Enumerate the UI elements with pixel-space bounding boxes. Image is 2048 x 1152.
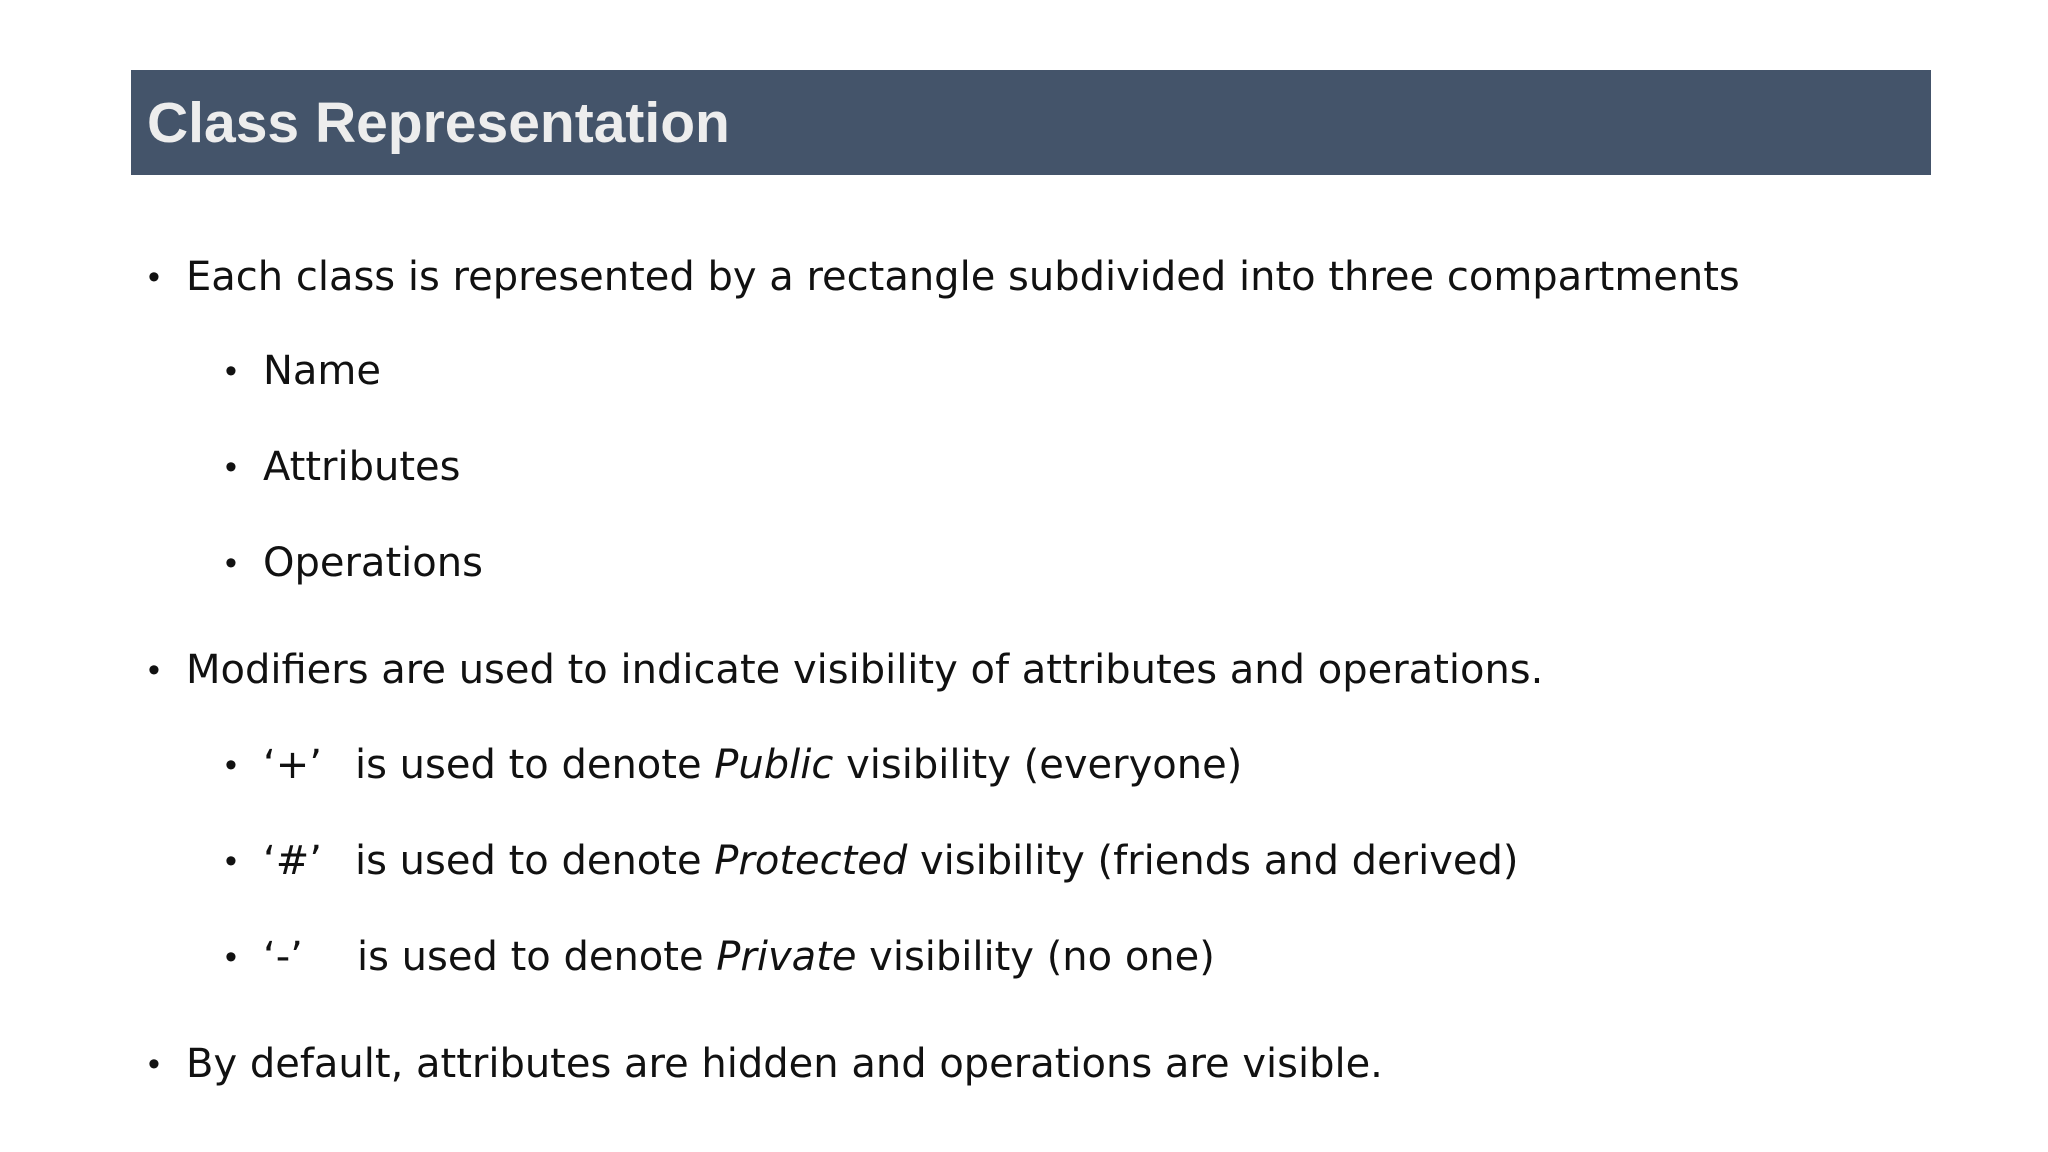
bullet-text: Modifiers are used to indicate visibility of attributes and operations. bbox=[186, 647, 1544, 693]
modifier-desc-pre: is used to denote bbox=[355, 838, 715, 884]
bullet-text: By default, attributes are hidden and operations are visible. bbox=[186, 1041, 1383, 1087]
modifier-desc-pre: is used to denote bbox=[357, 934, 717, 980]
bullet-glyph: • bbox=[225, 448, 237, 486]
modifier-desc-post: visibility (friends and derived) bbox=[907, 838, 1519, 884]
bullet-glyph: • bbox=[225, 842, 237, 880]
bullet-glyph: • bbox=[225, 352, 237, 390]
modifier-desc-pre: is used to denote bbox=[355, 742, 715, 788]
sub-bullet-text bbox=[263, 934, 1215, 980]
modifier-symbol: ‘#’ bbox=[263, 838, 322, 884]
modifier-visibility-name: Public bbox=[714, 742, 834, 788]
modifier-desc-post: visibility (no one) bbox=[856, 934, 1215, 980]
bullet-glyph: • bbox=[148, 651, 160, 689]
title-bar bbox=[131, 70, 1931, 175]
sub-bullet-text bbox=[263, 742, 1243, 788]
sub-bullet-text: Name bbox=[263, 348, 382, 394]
bullet-glyph: • bbox=[225, 544, 237, 582]
modifier-visibility-name: Private bbox=[716, 934, 857, 980]
modifier-visibility-name: Protected bbox=[714, 838, 908, 884]
bullet-glyph: • bbox=[148, 1045, 160, 1083]
bullet-glyph: • bbox=[225, 938, 237, 976]
modifier-symbol: ‘-’ bbox=[263, 934, 303, 980]
sub-bullet-text: Operations bbox=[263, 540, 483, 586]
modifier-desc-post: visibility (everyone) bbox=[833, 742, 1243, 788]
bullet-glyph: • bbox=[148, 258, 160, 296]
bullet-glyph: • bbox=[225, 746, 237, 784]
sub-bullet-text bbox=[263, 838, 1519, 884]
slide-title: Class Representation bbox=[147, 90, 730, 155]
modifier-symbol: ‘+’ bbox=[263, 742, 322, 788]
bullet-text: Each class is represented by a rectangle subdivided into three compartments bbox=[186, 254, 1740, 300]
sub-bullet-text: Attributes bbox=[263, 444, 461, 490]
